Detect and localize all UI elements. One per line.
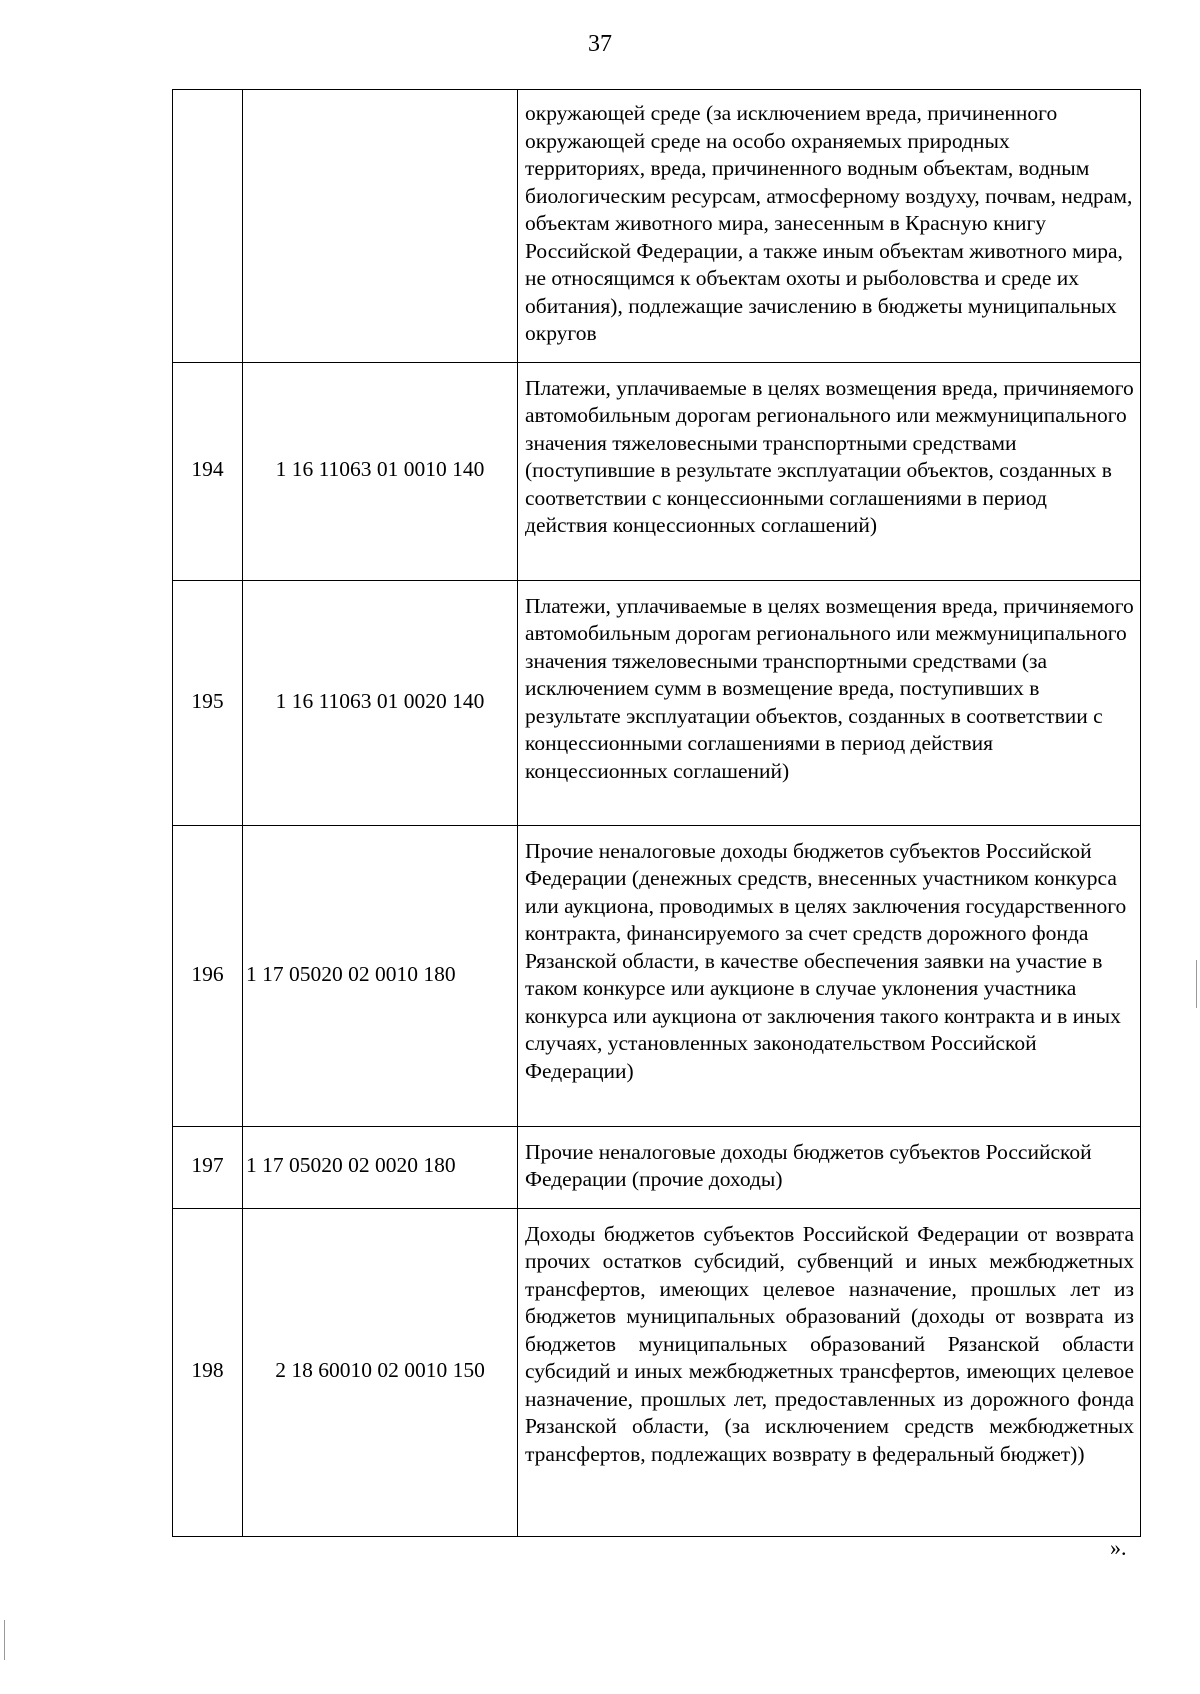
budget-code-cell: 1 17 05020 02 0010 180 — [243, 825, 518, 1126]
scan-edge-mark — [1196, 960, 1197, 1008]
description-cell: Прочие неналоговые доходы бюджетов субъектов Российской Федерации (прочие доходы) — [518, 1126, 1141, 1208]
budget-code-cell: 1 16 11063 01 0020 140 — [243, 580, 518, 825]
description-cell: окружающей среде (за исключением вреда, причиненного окружающей среде на особо охраняемых природных территориях, вреда, причиненного водным объектам, водным биологическим ресурсам, атмосферному воздуху, почвам, недрам, объектам животного мира, занесенным в Красную книгу Российской Федерации, а также иным объектам животного мира, не относящимся к объектам охоты и рыболовства и среде их обитания), подлежащие зачислению в бюджеты муниципальных округов — [518, 90, 1141, 363]
row-number-cell: 198 — [173, 1208, 243, 1536]
table-row — [173, 90, 1141, 363]
row-number-cell: 197 — [173, 1126, 243, 1208]
budget-code-cell: 2 18 60010 02 0010 150 — [243, 1208, 518, 1536]
budget-code-cell — [243, 90, 518, 363]
page-number: 37 — [588, 31, 612, 57]
table-row — [173, 580, 1141, 825]
row-number-cell: 194 — [173, 362, 243, 580]
description-cell: Доходы бюджетов субъектов Российской Федерации от возврата прочих остатков субсидий, субвенций и иных межбюджетных трансфертов, имеющих целевое назначение, прошлых лет из бюджетов муниципальных образований (доходы от возврата из бюджетов муниципальных образований Рязанской области субсидий и иных межбюджетных трансфертов, имеющих целевое назначение, прошлых лет, предоставленных из дорожного фонда Рязанской области, (за исключением средств межбюджетных трансфертов, подлежащих возврату в федеральный бюджет)) — [518, 1208, 1141, 1536]
row-number-cell — [173, 90, 243, 363]
table-row — [173, 1208, 1141, 1536]
budget-code-cell: 1 16 11063 01 0010 140 — [243, 362, 518, 580]
row-number-cell: 196 — [173, 825, 243, 1126]
scan-edge-mark — [4, 1620, 5, 1660]
description-cell: Платежи, уплачиваемые в целях возмещения вреда, причиняемого автомобильным дорогам регионального или межмуниципального значения тяжеловесными транспортными средствами (за исключением сумм в возмещение вреда, поступивших в результате эксплуатации объектов, созданных в соответствии с концессионными соглашениями в период действия концессионных соглашений) — [518, 580, 1141, 825]
table-row — [173, 825, 1141, 1126]
row-number-cell: 195 — [173, 580, 243, 825]
description-cell: Прочие неналоговые доходы бюджетов субъектов Российской Федерации (денежных средств, внесенных участником конкурса или аукциона, проводимых в целях заключения государственного контракта, финансируемого за счет средств дорожного фонда Рязанской области, в качестве обеспечения заявки на участие в таком конкурсе или аукционе в случае уклонения участника конкурса или аукциона от заключения такого контракта и в иных случаях, установленных законодательством Российской Федерации) — [518, 825, 1141, 1126]
table-row — [173, 362, 1141, 580]
closing-quote-mark: ». — [1110, 1535, 1127, 1560]
budget-code-cell: 1 17 05020 02 0020 180 — [243, 1126, 518, 1208]
description-cell: Платежи, уплачиваемые в целях возмещения вреда, причиняемого автомобильным дорогам регионального или межмуниципального значения тяжеловесными транспортными средствами (поступившие в результате эксплуатации объектов, созданных в соответствии с концессионными соглашениями в период действия концессионных соглашений) — [518, 362, 1141, 580]
revenue-codes-table — [172, 89, 1141, 1537]
table-row — [173, 1126, 1141, 1208]
